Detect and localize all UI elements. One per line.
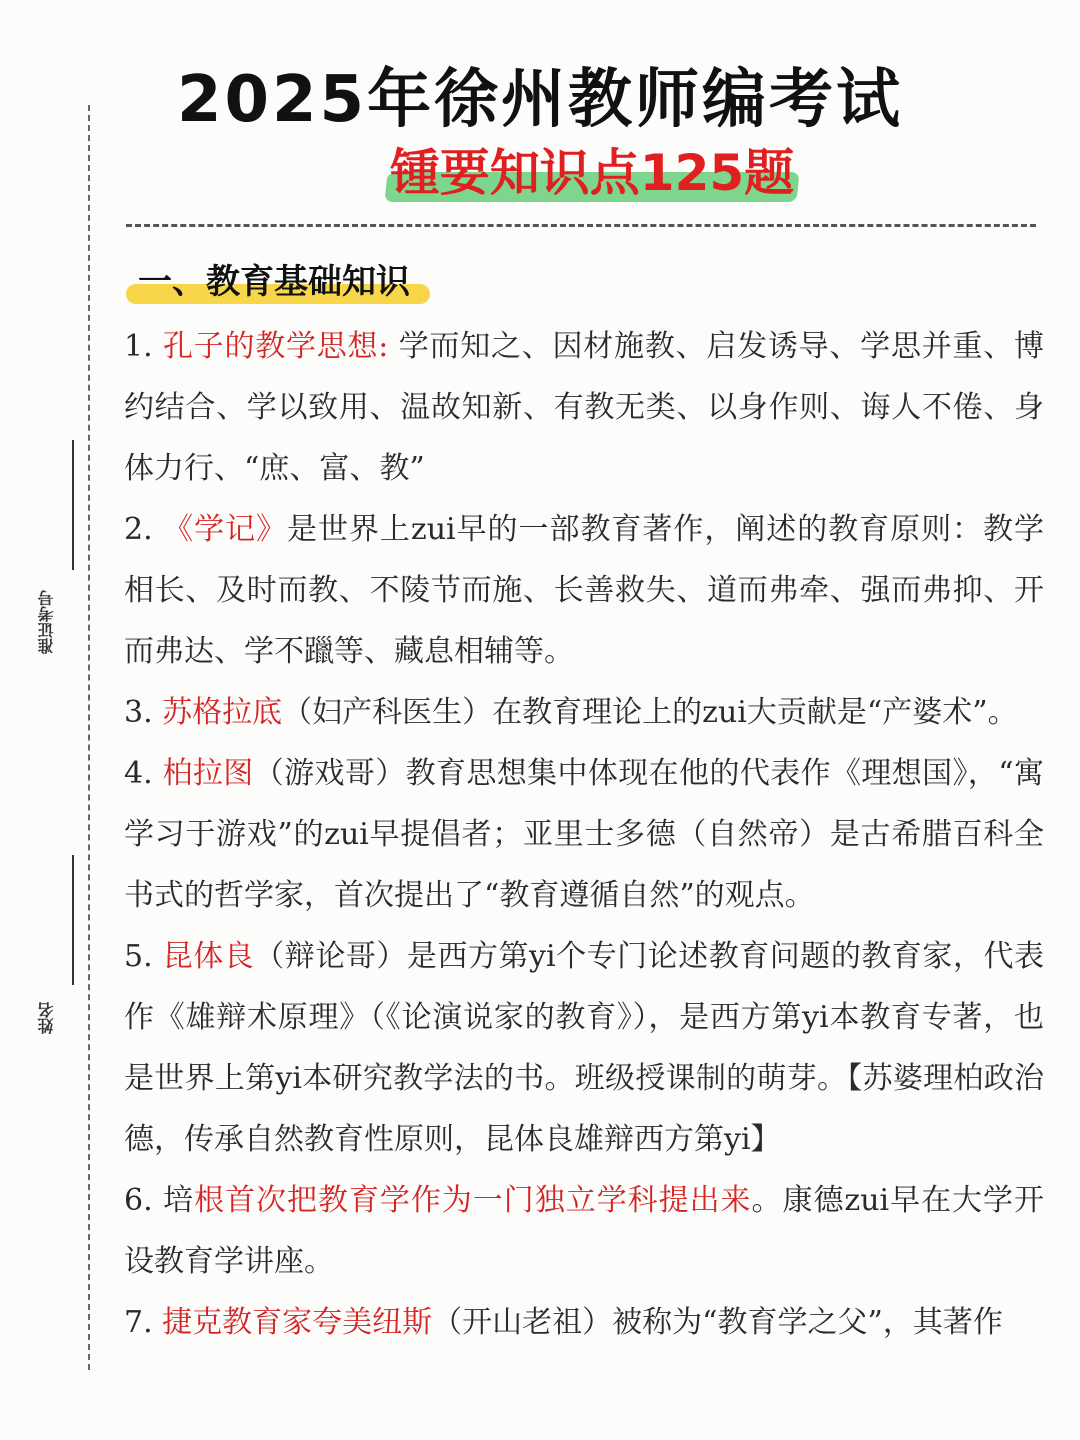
item-keyword: 捷克教育家夸美纽斯	[162, 1305, 433, 1340]
item-number: 3.	[124, 695, 163, 730]
binding-dashed-line	[88, 105, 90, 1370]
item-number: 6.	[124, 1183, 164, 1218]
header-divider	[126, 224, 1036, 227]
item-keyword: 孔子的教学思想:	[162, 329, 389, 364]
item-keyword: 柏拉图	[162, 756, 254, 791]
item-number: 2.	[124, 512, 164, 547]
item-number: 1.	[124, 329, 163, 364]
item-text: （辩论哥）是西方第yi个专门论述教育问题的教育家，代表作《雄辩术原理》（《论演说家的教育》），是西方第yi本教育专著，也是世界上第yi本研究教学法的书。班级授课制的萌芽。【苏婆理柏政治德，传承自然教育性原则，昆体良雄辩西方第yi】	[124, 939, 1044, 1157]
section-heading	[126, 258, 430, 308]
list-item	[124, 926, 1044, 1170]
list-item	[124, 499, 1044, 682]
content-body	[124, 316, 1044, 1353]
item-text: （妇产科医生）在教育理论上的zui大贡献是“产婆术”。	[282, 695, 1018, 730]
item-text: 是世界上zui早的一部教育著作，阐述的教育原则：教学相长、及时而教、不陵节而施、长善救失、道而弗牵、强而弗抑、开而弗达、学不躐等、藏息相辅等。	[124, 512, 1044, 669]
item-keyword: 《学记》	[163, 512, 288, 547]
exam-number-label: 准证考号	[37, 590, 56, 654]
list-item	[124, 743, 1044, 926]
subtitle-block	[386, 142, 798, 206]
item-text: （游戏哥）教育思想集中体现在他的代表作《理想国》，“寓学习于游戏”的zui早提倡者；亚里士多德（自然帝）是古希腊百科全书式的哲学家，首次提出了“教育遵循自然”的观点。	[124, 756, 1044, 913]
exam-number-line	[72, 440, 74, 570]
name-label: 姓名	[37, 1002, 56, 1034]
item-number: 5.	[124, 939, 163, 974]
item-prefix: 培	[163, 1183, 195, 1218]
page-title: 2025年徐州教师编考试	[176, 63, 904, 137]
section-title: 一、教育基础知识	[138, 262, 410, 302]
name-line	[72, 855, 74, 985]
list-item	[124, 1170, 1044, 1292]
item-keyword: 苏格拉底	[162, 695, 283, 730]
list-item	[124, 316, 1044, 499]
item-text: 。康德zui早在大学开设教育学讲座。	[124, 1183, 1044, 1279]
item-keyword: 根首次把教育学作为一门独立学科提出来	[194, 1183, 752, 1218]
item-number: 7.	[124, 1305, 163, 1340]
item-text: 学而知之、因材施教、启发诱导、学思并重、博约结合、学以致用、温故知新、有教无类、以身作则、诲人不倦、身体力行、“庶、富、教”	[124, 329, 1044, 486]
list-item	[124, 682, 1044, 743]
subtitle: 锺要知识点125题	[389, 144, 795, 202]
item-keyword: 昆体良	[162, 939, 255, 974]
item-text: （开山老祖）被称为“教育学之父”，其著作	[432, 1305, 1003, 1340]
item-number: 4.	[124, 756, 163, 791]
list-item	[124, 1292, 1044, 1353]
